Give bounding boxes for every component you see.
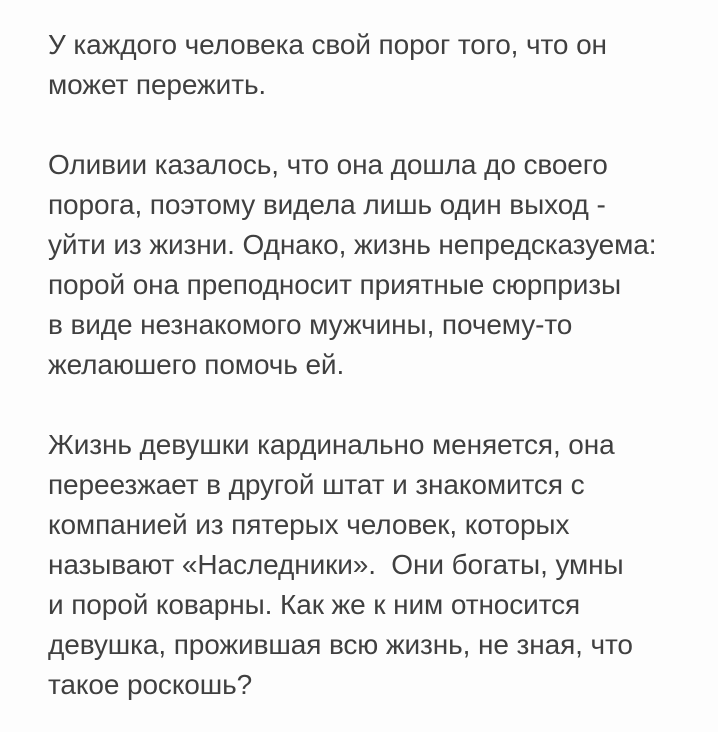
text-line: такое роскошь? [48,669,253,700]
text-line: и порой коварны. Как же к ним относится [48,589,581,620]
text-line: желаюшего помочь ей. [48,349,345,380]
text-line: в виде незнакомого мужчины, почему-то [48,309,573,340]
text-line: девушка, прожившая всю жизнь, не зная, что [48,629,633,660]
text-line: порога, поэтому видела лишь один выход - [48,189,606,220]
text-line: называют «Наследники». Они богаты, умны [48,549,624,580]
text-line: может пережить. [48,69,267,100]
text-line: уйти из жизни. Однако, жизнь непредсказуема: [48,229,657,260]
text-line: переезжает в другой штат и знакомится с [48,469,585,500]
text-line: порой она преподносит приятные сюрпризы [48,269,622,300]
description-paragraph-3 [48,425,718,705]
text-line: У каждого человека свой порог того, что он [48,29,607,60]
description-paragraph-1 [48,25,718,105]
text-line: компанией из пятерых человек, которых [48,509,570,540]
text-line: Оливии казалось, что она дошла до своего [48,149,608,180]
text-line: Жизнь девушки кардинально меняется, она [48,429,615,460]
description-paragraph-2 [48,145,718,385]
